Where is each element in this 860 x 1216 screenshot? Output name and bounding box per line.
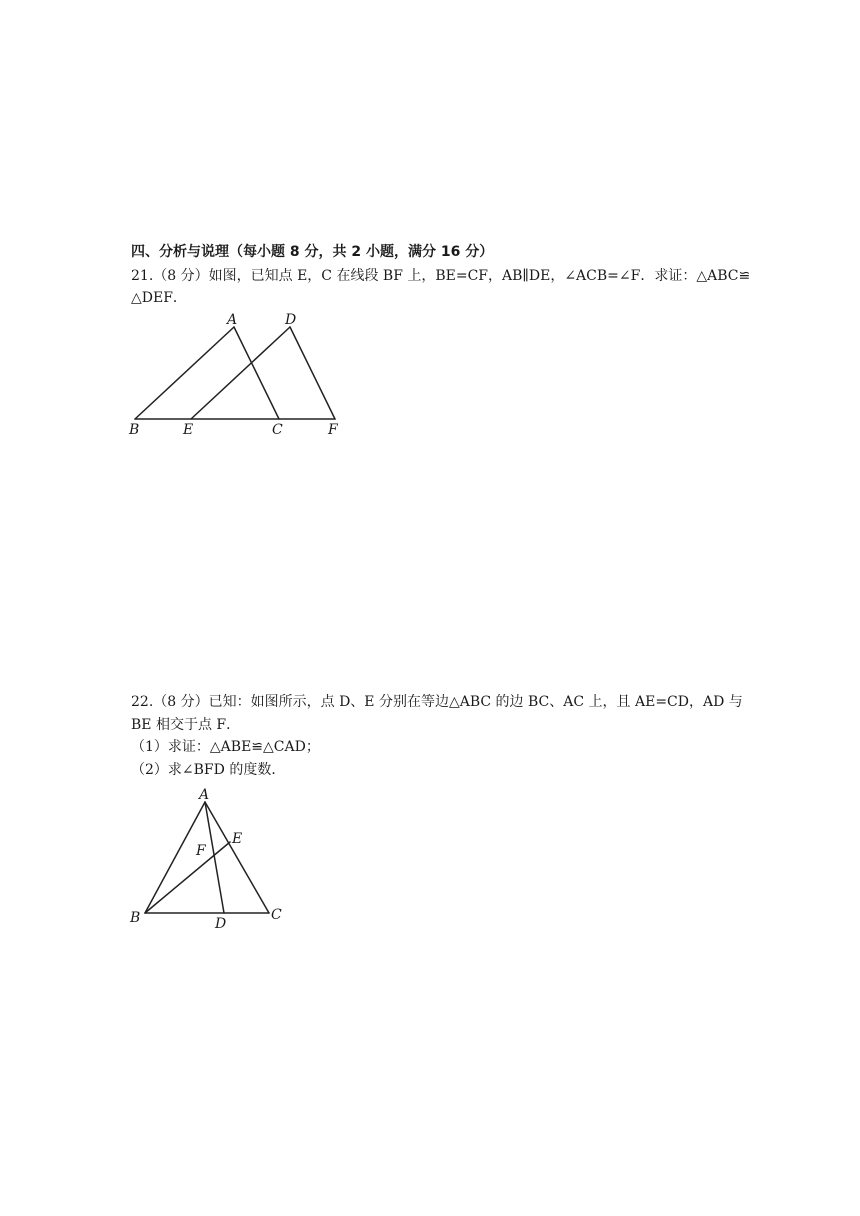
section-heading: 四、分析与说理（每小题 8 分，共 2 小题，满分 16 分） bbox=[131, 244, 494, 260]
q21-label-f: F bbox=[328, 422, 338, 438]
q22-part2: （2）求∠BFD 的度数． bbox=[131, 762, 286, 778]
q21-label-c: C bbox=[272, 422, 283, 438]
q22-label-c: C bbox=[271, 907, 282, 923]
q21-label-b: B bbox=[129, 422, 140, 438]
q21-label-e: E bbox=[183, 422, 194, 438]
q22-text-line1: 22.（8 分）已知：如图所示，点 D、E 分别在等边△ABC 的边 BC、AC 上，且 AE=CD，AD 与 bbox=[131, 694, 743, 710]
q21-label-d: D bbox=[285, 312, 297, 328]
q21-label-a: A bbox=[227, 312, 238, 328]
q22-label-b: B bbox=[130, 910, 141, 926]
q21-segment-df bbox=[290, 327, 335, 419]
q22-label-e: E bbox=[232, 831, 243, 847]
q21-text-line2: △DEF． bbox=[131, 290, 187, 306]
q22-label-d: D bbox=[215, 916, 227, 932]
q21-segment-ab bbox=[135, 327, 234, 419]
q22-label-f: F bbox=[196, 843, 206, 859]
q21-text-line1: 21.（8 分）如图，已知点 E，C 在线段 BF 上，BE=CF，AB∥DE，∠ACB=∠F．求证：△ABC≌ bbox=[131, 268, 751, 284]
q22-label-a: A bbox=[199, 787, 210, 803]
q22-text-line2: BE 相交于点 F． bbox=[131, 717, 241, 733]
q22-part1: （1）求证：△ABE≌△CAD； bbox=[131, 739, 320, 755]
